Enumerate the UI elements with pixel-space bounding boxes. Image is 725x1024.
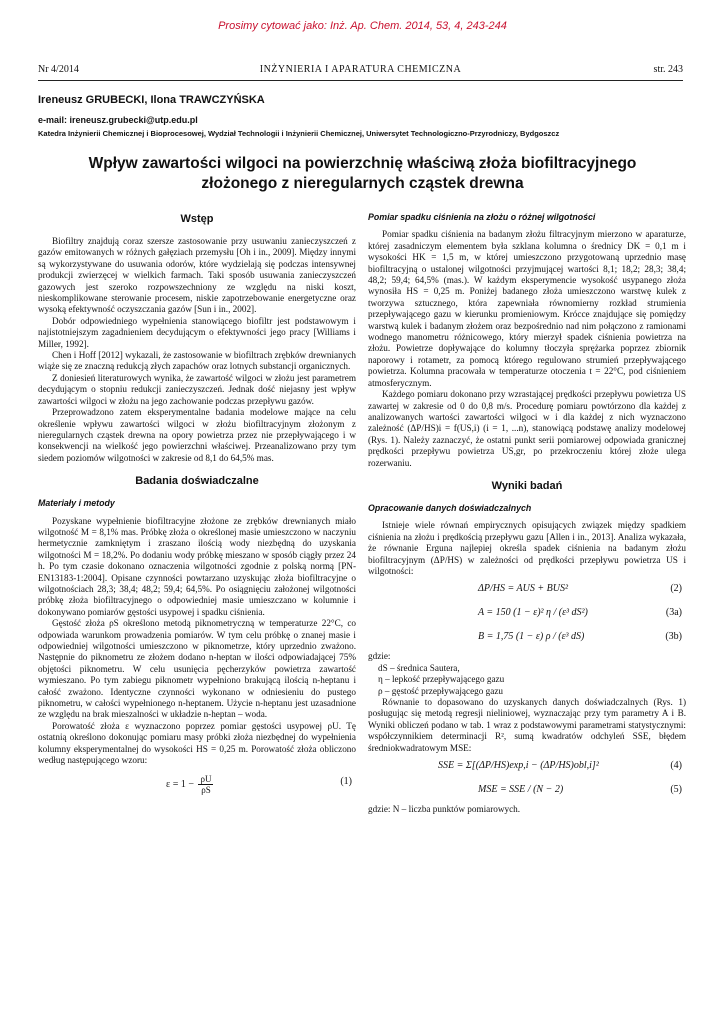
definition-1: dS – średnica Sautera, — [378, 662, 460, 673]
left-column — [38, 212, 356, 796]
email: e-mail: ireneusz.grubecki@utp.edu.pl — [38, 115, 198, 125]
materials-paragraph-3: Porowatość złoża ε wyznaczono poprzez pomiar gęstości usypowej ρU. Tę ostatnią określono dokonując pomiaru masy próbki złoża niezbędnej do wypełnienia kolumny eksperymentalnej do wysokości HS = 0,25 m. Porowatość złoża obliczono według następującego wzoru: — [38, 720, 356, 766]
pressure-paragraph-1: Pomiar spadku ciśnienia na badanym złożu filtracyjnym mierzono w aparaturze, której zasadniczym elementem była szklana kolumna o średnicy DK = 0,1 m i wysokości HK = 1,5 m, w której umieszczono przygotowaną uprzednio masę biofiltracyjną o ustalonej wilgotności przyjmującej wartości 8,1; 18,2; 28,3; 38,4; 48,2; 59,4; 64,5% (mas.). W każdym eksperymencie wysokość usypanego złoża wynosiła HS = 0,25 m. Poniżej badanego złoża umieszczono warstwę kulek z tworzywa sztucznego, która zapewniała równomierny rozkład strumienia przepływającego gazu w kierunku promieniowym. Krócce znajdujące się pomiędzy warstwą kulek i badanym złożem oraz bezpośrednio nad nim połączono z ramionami wodnego manometru różnicowego, który mierzył spadek ciśnienia powietrza na złożu. Powietrze dopływające do kolumny tłoczyła sprężarka poprzez zbiornik naporowy i rotametr, za pomocą którego regulowano strumień przepływającego powietrza. Kolumna pracowała w temperaturze otoczenia t = 22°C, pod ciśnieniem atmosferycznym. — [368, 229, 686, 388]
eq4-formula: SSE = Σ[(ΔP/HS)exp,i − (ΔP/HS)obl,i]² — [438, 760, 599, 772]
equation-5 — [368, 780, 686, 802]
equation-2 — [368, 579, 686, 601]
eq3b-number: (3b) — [665, 631, 682, 643]
pressure-heading: Pomiar spadku ciśnienia na złożu o różnej wilgotności — [368, 212, 596, 222]
eq3a-formula: A = 150 (1 − ε)² η / (ε³ dS²) — [478, 607, 588, 619]
eq2-number: (2) — [670, 583, 682, 595]
data-processing-heading: Opracowanie danych doświadczalnych — [368, 502, 532, 513]
eq1-numerator: ρU — [200, 774, 212, 785]
intro-paragraph-2: Dobór odpowiedniego wypełnienia stanowiącego biofiltr jest podstawowym i najistotniejszym zagadnieniem decydującym o efektywności jego pracy [Williams i Miller, 1992]. — [38, 315, 356, 349]
eq1-denominator: ρS — [201, 785, 211, 796]
journal-name: INŻYNIERIA I APARATURA CHEMICZNA — [259, 64, 462, 75]
title-line-2: złożonego z nieregularnych cząstek drewna — [201, 175, 524, 192]
materials-paragraph-2: Gęstość złoża ρS określono metodą piknometryczną w temperaturze 22°C, co odpowiada warunkom prowadzenia pomiarów. W tym celu próbkę o znanej masie i odpowiedniej wilgotności umieszczono w piknometrze, który uprzednio zważono. Następnie do piknometru ze złożem dodano n-heptan w ilości odpowiadającej 75% objętości piknometru. W celu usunięcia pęcherzyków powietrza zawartość wymieszano. Po tym zabiegu piknometr wypełniono brakującą ilością n-heptanu i całość zważono. Identyczne czynności wykonano w odniesieniu do pustego piknometru, w całości wypełnionego n-heptanem. Użycie n-heptanu jest uzasadnione ze względu na brak mieszalności w układzie n-heptan – woda. — [38, 618, 356, 720]
definition-3: ρ – gęstość przepływającego gazu — [378, 685, 503, 696]
equation-1 — [38, 768, 356, 794]
intro-paragraph-1: Biofiltry znajdują coraz szersze zastosowanie przy usuwaniu zanieczyszczeń z gazów emitowanych w różnych gałęziach przemysłu [Oh i in., 2009]. Między innymi są wykorzystywane do usuwania odorów, które wydzielają się podczas intensywnej produkcji zwierzęcej w wielkich farmach. Taki sposób usuwania zanieczyszczeń gazowych jest szeroko rozpowszechniony ze względu na niski koszt, nieskomplikowane sterowanie procesem, niskie zapotrzebowanie energetyczne oraz wysoką efektywność oczyszczania gazów [Sun i in., 2002]. — [38, 236, 356, 315]
materials-heading: Materiały i metody — [38, 498, 115, 509]
definition-2: η – lepkość przepływającego gazu — [378, 674, 505, 685]
intro-paragraph-3: Chen i Hoff [2012] wykazali, że zastosowanie w biofiltrach zrębków drewnianych wiąże się ze znaczną redukcją złych zapachów oraz lotnych substancji organicznych. — [38, 350, 356, 372]
page-number: str. 243 — [653, 64, 683, 75]
results-paragraph-1: Istnieje wiele równań empirycznych opisujących związek między spadkiem ciśnienia na złożu i prędkością przepływu gazu [Allen i in., 2013]. Analiza wykazała, że równanie Erguna najlepiej określa spadek ciśnienia na badanym złożu biofiltracyjnym (ΔP/HS) w zależności od prędkości przepływu powietrza US i wilgotności: — [368, 520, 686, 576]
equation-3b — [368, 627, 686, 649]
intro-paragraph-4: Z doniesień literaturowych wynika, że zawartość wilgoci w złożu jest parametrem decydującym o stopniu redukcji zanieczyszczeń. Jednak dość niejasny jest wpływ zawartości wilgoci w złożu na jego zachowanie podczas przepływu gazów. — [38, 372, 356, 406]
eq1-number: (1) — [340, 776, 352, 788]
definition-4: gdzie: N – liczba punktów pomiarowych. — [368, 804, 521, 815]
materials-paragraph-1: Pozyskane wypełnienie biofiltracyjne złożone ze zrębków drewnianych miało wilgotność M = 8,1% mas. Próbkę złoża o określonej masie umieszczono w naczyniu hermetycznie zamkniętym i zraszano ilością wody niezbędną do uzyskania wilgotności M = 18,2%. Po dodaniu wody próbkę mieszano w sposób ciągły przez 24 h. Po tym czasie dokonano oznaczenia wilgotności zgodnie z polską normą [PN-EN13183-1:2004]. Opisane czynności powtarzano uzyskując złoża biofiltracyjne o wilgotnościach 28,3; 38,4; 48,2; 59,4; 64,5%. Po osiągnięciu założonej wilgotności próbkę złoża biofiltracyjnego o odpowiedniej masie umieszczano w kolumnie i dokonywano pomiarów gęstości usypowej i spadku ciśnienia. — [38, 515, 356, 617]
title-line-1: Wpływ zawartości wilgoci na powierzchnię właściwą złoża biofiltracyjnego — [88, 155, 637, 172]
header-rule — [38, 80, 683, 81]
results-heading: Wyniki badań — [491, 479, 563, 492]
eq3a-number: (3a) — [665, 607, 682, 619]
eq3b-formula: B = 1,75 (1 − ε) ρ / (ε³ dS) — [478, 631, 585, 643]
right-column — [368, 212, 686, 815]
paper-title — [40, 154, 685, 194]
equation-4 — [368, 756, 686, 778]
eq4-number: (4) — [670, 760, 682, 772]
authors: Ireneusz GRUBECKI, Ilona TRAWCZYŃSKA — [38, 94, 265, 106]
where-label: gdzie: — [368, 651, 391, 662]
pressure-paragraph-2: Każdego pomiaru dokonano przy wzrastającej prędkości przepływu powietrza US zawartej w zakresie od 0 do 0,8 m/s. Procedurę pomiaru powtórzono dla każdej z analizowanych wartości zawartości wilgoci w i dla każdej z nich wyznaczono zależność (ΔP/HS)i = f(US,i) (i = 1, ...n), stanowiącą podstawę analizy modelowej (Rys. 1). Należy zaznaczyć, że ostatni punkt serii pomiarowej odpowiada granicznej prędkości przepływu powietrza US,gr, po przekroczeniu której złoże ulega rozerwaniu. — [368, 389, 686, 468]
eq5-number: (5) — [670, 784, 682, 796]
issue-number: Nr 4/2014 — [38, 64, 79, 75]
eq5-formula: MSE = SSE / (N − 2) — [478, 784, 564, 796]
intro-paragraph-5: Przeprowadzono zatem eksperymentalne badania modelowe mające na celu określenie wpływu zawartości wilgoci w złożu biofiltracyjnym złożonym z nieregularnych cząstek drewna na opory powietrza przez nie przepływającego i w konsekwencji na wielkość jego powierzchni właściwej. Przeanalizowano przy tym siedem poziomów wilgotności w zakresie od 8,1 do 64,5% mas. — [38, 407, 356, 463]
eq2-formula: ΔP/HS = AUS + BUS² — [478, 583, 568, 595]
results-paragraph-2: Równanie to dopasowano do uzyskanych danych doświadczalnych (Rys. 1) posługując się metodą regresji nieliniowej, wyznaczając przy tym parametry A i B. Wyniki obliczeń podano w tab. 1 wraz z podstawowymi parametrami statystycznymi: współczynnikiem determinacji R², sumą kwadratów odchyleń SSE, błędem średniokwadratowym MSE: — [368, 697, 686, 753]
eq1-lhs: ε = 1 − — [166, 779, 194, 791]
affiliation: Katedra Inżynierii Chemicznej i Bioprocesowej, Wydział Technologii i Inżynierii Chemicznej, Uniwersytet Technologiczno-Przyrodniczy, Bydgoszcz — [38, 129, 560, 138]
citation-note: Prosimy cytować jako: Inż. Ap. Chem. 2014, 53, 4, 243-244 — [218, 20, 507, 32]
intro-heading: Wstęp — [180, 213, 214, 225]
experimental-heading: Badania doświadczalne — [135, 475, 259, 488]
equation-3a — [368, 603, 686, 625]
